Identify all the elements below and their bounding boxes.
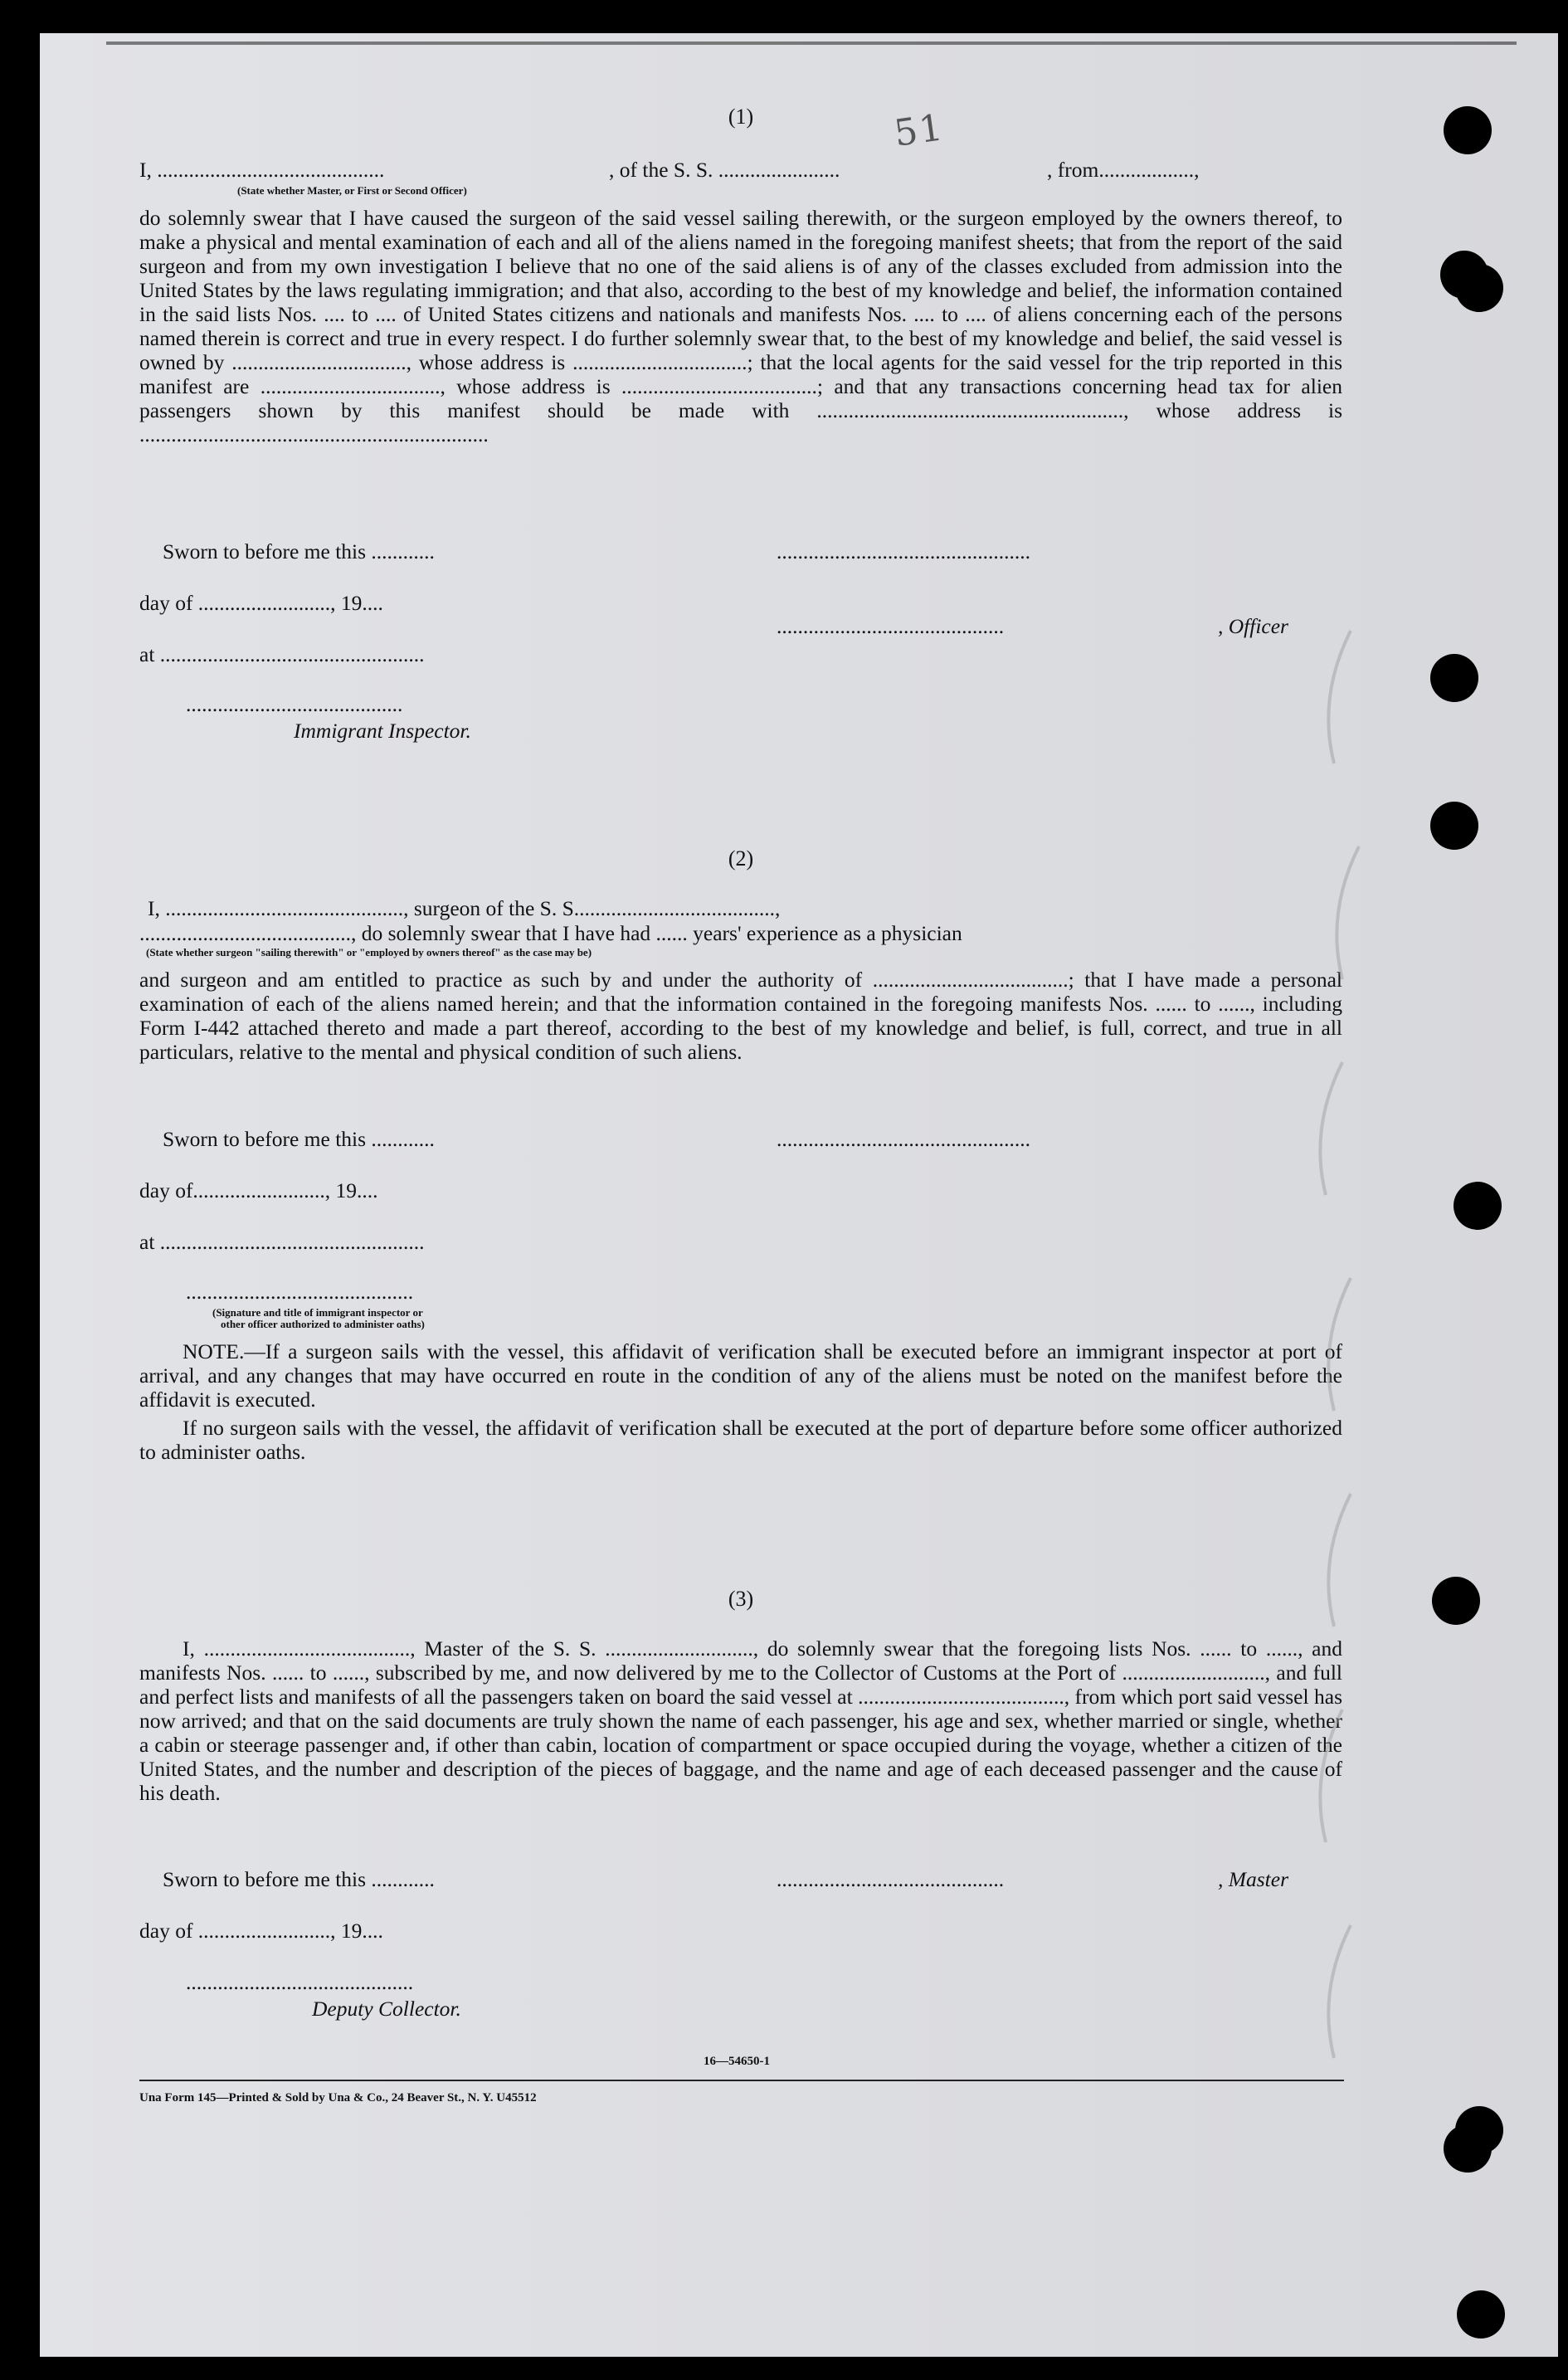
s1-at: at .................................................. (139, 642, 425, 666)
handwritten-page-number: 51 (891, 106, 947, 155)
s2-sworn-dots: ................................................ (777, 1127, 1030, 1151)
s1-line1-start: I, ........................................... (139, 158, 385, 182)
s2-at: at .................................................. (139, 1230, 425, 1254)
document-page (40, 33, 1558, 2357)
s3-master-dots: ........................................... (777, 1867, 1005, 1891)
punch-hole (1430, 654, 1478, 702)
s2-note (139, 1339, 1342, 1412)
s1-body: do solemnly swear that I have caused the surgeon of the said vessel sailing therewith, or the surgeon employed by the owners thereof, to make a physical and mental examination of each and all of the aliens named in the foregoing manifest sheets; that from the report of the said surgeon and from my own investigation I believe that no one of the said aliens is of any of the classes excluded from admission into the United States by the laws regulating immigration; and that also, according to the best of my knowledge and belief, the information contained in the said lists Nos. .... to .... of United States citizens and nationals and manifests Nos. .... to .... of aliens concerning each of the persons named therein is correct and true in every respect. I do further solemnly swear that, to the best of my knowledge and belief, the said vessel is owned by ................................., whose address is .................................; that the local agents for the said vessel for the trip reported in this manifest are .................................., whose address is .....................................; and that any transactions concerning head tax for alien passengers shown by this manifest should be made with .........................................................., whose address is .................................................................. (139, 206, 1342, 446)
s3-sig-dots: ........................................... (186, 1970, 414, 1994)
s2-sig-note-1: (Signature and title of immigrant inspector or (212, 1306, 423, 1319)
s3-body: I, ......................................., Master of the S. S. ............................, do solemnly swear that the foregoing lists Nos. ...... to ......, and manifests Nos. ...... to ......, subscribed by me, and now delivered by me to the Collector of Customs at the Port of ..........................., and full and perfect lists and manifests of all the passengers taken on board the said vessel at ......................................., from which port said vessel has now arrived; and that on the said documents are truly shown the name of each passenger, his age and sex, whether married or single, whether a cabin or steerage passenger and, if other than cabin, location of compartment or space occupied during the voyage, whether a citizen of the United States, and the number and description of the pieces of baggage, and the name and age of each deceased passenger and the cause of his death. (139, 1636, 1342, 1805)
printer-line: Una Form 145—Printed & Sold by Una & Co., 24 Beaver St., N. Y. U45512 (139, 2091, 537, 2104)
s2-line1: I, ............................................., surgeon of the S. S......................................, (148, 896, 781, 920)
s3-master-label: , Master (1218, 1867, 1288, 1891)
s2-line2: ........................................, do solemnly swear that I have had ...... years' experience as a physician (139, 921, 962, 945)
s1-day: day of ........................., 19.... (139, 591, 383, 615)
punch-hole (1430, 802, 1478, 850)
footer-rule (139, 2080, 1344, 2081)
s2-sig-note-2: other officer authorized to administer oaths) (221, 1318, 425, 1330)
s1-officer-dots: ........................................... (777, 614, 1005, 638)
s1-inspector: Immigrant Inspector. (294, 719, 471, 743)
s2-note-label: NOTE. (183, 1339, 245, 1363)
s1-officer-label: , Officer (1218, 614, 1288, 638)
s2-note-text: —If a surgeon sails with the vessel, this affidavit of verification shall be executed before an immigrant inspector at port of arrival, and any changes that may have occurred en route in the condition of any of the aliens must be noted on the manifest before the affidavit is executed. (139, 1339, 1342, 1412)
section-2-number: (2) (728, 846, 754, 871)
s1-sworn-dots: ................................................ (777, 539, 1030, 563)
s1-line1-end: , from.................., (1047, 158, 1200, 182)
s1-sworn: Sworn to before me this ............ (163, 539, 435, 563)
section-1-number: (1) (728, 105, 754, 129)
s3-day: day of ........................., 19.... (139, 1919, 383, 1943)
s2-day: day of........................., 19.... (139, 1178, 378, 1202)
s1-line1-mid: , of the S. S. ....................... (609, 158, 840, 182)
bleed-through-marks (1268, 597, 1384, 2174)
punch-hole (1457, 2290, 1505, 2339)
s1-officer-note: (State whether Master, or First or Second Officer) (237, 184, 467, 197)
punch-hole (1454, 1182, 1502, 1230)
s2-body: and surgeon and am entitled to practice as such by and under the authority of .....................................; that I have made a personal examination of each of the aliens named herein; and that the information contained in the foregoing manifests Nos. ...... to ......, including Form I-442 attached thereto and made a part thereof, according to the best of my knowledge and belief, is full, correct, and true in all particulars, relative to the mental and physical condition of such aliens. (139, 968, 1342, 1064)
s2-surgeon-note: (State whether surgeon "sailing therewith" or "employed by owners thereof" as the case may be) (146, 946, 592, 958)
s3-collector: Deputy Collector. (312, 1997, 461, 2021)
s3-sworn: Sworn to before me this ............ (163, 1867, 435, 1891)
section-3-number: (3) (728, 1587, 754, 1611)
s2-sig-dots: ........................................... (186, 1280, 414, 1304)
punch-hole (1455, 264, 1503, 312)
s2-note2: If no surgeon sails with the vessel, the affidavit of verification shall be executed at the port of departure before some officer authorized to administer oaths. (139, 1416, 1342, 1464)
top-edge-line (106, 41, 1517, 45)
s1-sig-dots: ......................................... (186, 692, 403, 716)
punch-hole (1444, 2124, 1492, 2173)
punch-hole (1444, 106, 1492, 154)
s2-sworn: Sworn to before me this ............ (163, 1127, 435, 1151)
form-code: 16—54650-1 (704, 2055, 770, 2068)
